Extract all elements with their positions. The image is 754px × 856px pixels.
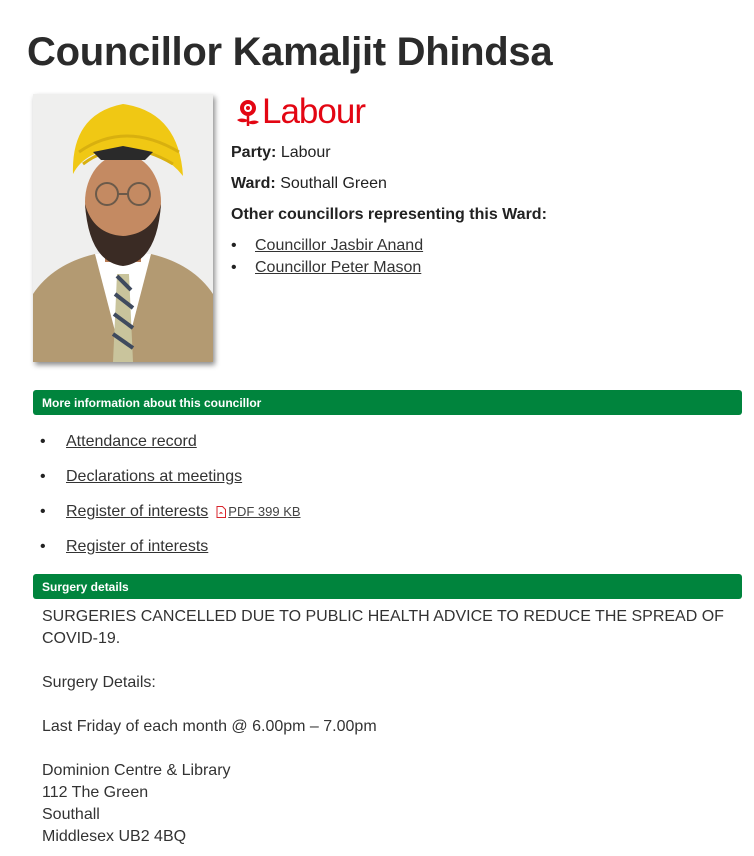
labour-rose-icon — [233, 97, 263, 127]
address-line: Middlesex UB2 4BQ — [42, 828, 187, 845]
councillor-photo — [33, 94, 213, 362]
page-title: Councillor Kamaljit Dhindsa — [27, 30, 553, 74]
bullet: • — [231, 259, 237, 276]
ward-label: Ward: — [231, 175, 276, 192]
councillor-link-jasbir-anand[interactable]: Councillor Jasbir Anand — [255, 237, 424, 254]
list-item — [40, 459, 301, 494]
pdf-download-link[interactable]: PDF 399 KB — [228, 504, 301, 519]
surgery-cancellation-notice: SURGERIES CANCELLED DUE TO PUBLIC HEALTH ADVICE TO REDUCE THE SPREAD OF COVID-19. — [42, 608, 724, 647]
surgery-details — [42, 606, 742, 848]
bullet: • — [231, 237, 237, 254]
councillor-link-peter-mason[interactable]: Councillor Peter Mason — [255, 259, 422, 276]
register-of-interests-link-2[interactable]: Register of interests — [66, 537, 209, 555]
list-item — [40, 424, 301, 459]
surgery-section-heading: Surgery details — [33, 574, 742, 599]
address-line: 112 The Green — [42, 784, 149, 801]
surgery-details-label: Surgery Details: — [42, 674, 156, 691]
bullet: • — [40, 432, 46, 450]
declarations-link[interactable]: Declarations at meetings — [66, 467, 243, 485]
bullet: • — [40, 537, 46, 555]
list-item — [231, 235, 423, 257]
party-label: Party: — [231, 144, 277, 161]
bullet: • — [40, 502, 46, 520]
other-councillors-heading: Other councillors representing this Ward: — [231, 206, 547, 223]
bullet: • — [40, 467, 46, 485]
address-line: Dominion Centre & Library — [42, 762, 231, 779]
attendance-record-link[interactable]: Attendance record — [66, 432, 197, 450]
more-info-list — [40, 424, 301, 564]
address-line: Southall — [42, 806, 100, 823]
labour-logo — [233, 92, 365, 131]
ward-detail — [231, 175, 387, 193]
other-councillors-list — [231, 235, 423, 279]
list-item — [40, 529, 301, 564]
surgery-schedule: Last Friday of each month @ 6.00pm – 7.00pm — [42, 718, 377, 735]
register-of-interests-link[interactable]: Register of interests — [66, 502, 209, 520]
list-item — [40, 494, 301, 529]
more-info-section-heading: More information about this councillor — [33, 390, 742, 415]
labour-logo-text: Labour — [262, 92, 365, 131]
party-detail — [231, 144, 331, 162]
pdf-icon — [216, 506, 226, 518]
party-value: Labour — [280, 144, 331, 161]
ward-value: Southall Green — [280, 175, 387, 192]
list-item — [231, 257, 423, 279]
